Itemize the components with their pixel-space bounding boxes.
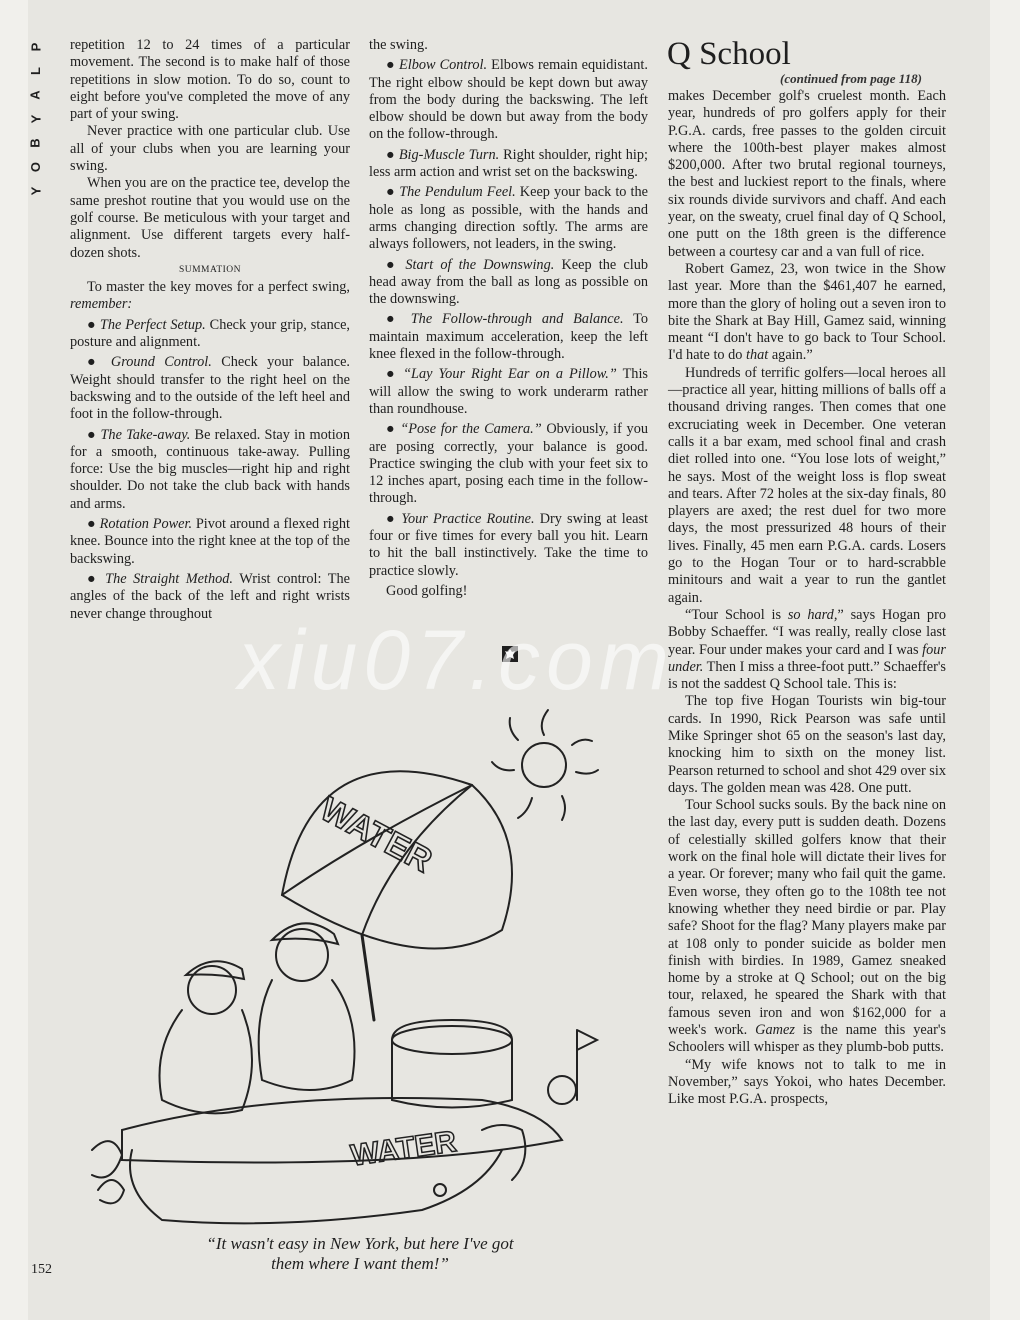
continued-note: (continued from page 118) [780,71,922,86]
bullet-item: ● The Perfect Setup. Check your grip, stance, posture and alignment. [70,316,350,351]
paragraph: To master the key moves for a perfect swing, remember: [70,279,350,313]
paragraph: Tour School sucks souls. By the back nine on the last day, every putt is sudden death. Dozens of celestially skilled golfers know that their work on the final hole will dictate their lives for a year. Or forever; many who fail quit the game. Even worse, they often go to the 108th tee not knowing whether they need birdie or par. Play safe? Shoot for the flag? Many players make par at 108 only to ponder suicide as bolder men finish with birdies. In 1989, Gamez sneaked home by a stroke at Q School; out on the big tour, relaxed, he speared the Shark with that famous seven iron and won $162,000 for a week's work. Gamez is the name this year's Schoolers will whisper as they plumb-bob putts. [668,797,946,1056]
text-column-1 [70,37,350,623]
cartoon-caption: “It wasn't easy in New York, but here I've got them where I want them!” [206,1234,514,1273]
bullet-item: ● Elbow Control. Elbows remain equidistant. The right elbow should be kept down but away from the body during the backswing. The left elbow should be down but away from the body on the follow-through. [369,57,648,143]
cart-label: WATER [348,1125,459,1173]
paragraph: the swing. [369,37,428,53]
bullet-item: ● The Pendulum Feel. Keep your back to the hole as long as possible, with the hands and arms changing direction softly. The arms are always followers, not leaders, in the swing. [369,184,648,253]
bullet-item: ● Your Practice Routine. Dry swing at least four or five times for every ball you hit. Learn to hit the ball instinctively. Take the time to practice slowly. [369,510,648,579]
running-head-logo: P L A Y B O Y [28,42,44,196]
golf-cart-icon [122,1098,562,1163]
bullet-item: ● “Pose for the Camera.” Obviously, if you are posing correctly, your balance is good. Practice swinging the club with your feet six to 12 inches apart, posing each time in the follow-through. [369,421,648,507]
paragraph: makes December golf's cruelest month. Each year, hundreds of pro golfers apply for their P.G.A. cards, free passes to the golden circuit where the 100th-best player makes almost $200,000. After two brutal regional tourneys, the best and luckiest report to the finals, where six rounds divide survivors and chaff. And each year, on the sweaty, cruel final day of Q School, one putt on the 18th green is the difference between a courtesy car and a van full of rice. [668,88,946,260]
golfer-head [276,929,328,981]
page-number: 152 [31,1262,52,1277]
bullet-item: ● Big-Muscle Turn. Right shoulder, right hip; less arm action and wrist set on the backswing. [369,146,648,181]
umbrella-label: WATER [314,790,439,881]
article-title: Q School [667,36,791,72]
text-column-3 [668,88,946,1109]
scan-margin-left [0,0,28,1320]
bullet-item: ● Ground Control. Check your balance. Weight should transfer to the right heel on the backswing and to the outside of the left heel and foot in the follow-through. [70,354,350,423]
bullet-item: ● The Take-away. Be relaxed. Stay in motion for a smooth, continuous take-away. Pulling force: Use the big muscles—right hip and right shoulder. Do not take the club back with hands and arms. [70,426,350,512]
sun-icon [522,743,566,787]
paragraph: Hundreds of terrific golfers—local heroes all—practice all year, hitting millions of balls off a thousand driving ranges. Then comes that one excruciating week in December. One veteran calls it a bar exam, med school final and crash diet rolled into one. “You lose lots of weight,” he says. Most of the weight loss is flop sweat and tears. After 72 holes at the six-day finals, 80 players are axed; the rest duel for two more days, the most pressurized 48 hours of their lives. Finally, 45 men earn P.G.A. cards. Losers go to the Hogan Tour or to hard-scrabble minitours and wait a year to run the gantlet again. [668,364,946,606]
paragraph: Robert Gamez, 23, won twice in the Show last year. More than the $461,407 he earned, more than the glory of holing out a seven iron to bite the Shark at Bay Hill, Gamez said, winning meant “I don't have to go back to Tour School. I'd hate to do that again.” [668,260,946,364]
paragraph: repetition 12 to 24 times of a particular movement. The second is to make half of those repetitions in slow motion. To do so, count to eight before you've completed the move of any part of your swing. [70,37,350,123]
water-cooler-icon [392,1020,512,1108]
bullet-item: ● The Follow-through and Balance. To maintain maximum acceleration, keep the left knee flexed in the follow-through. [369,311,648,363]
watermark: xiu07.com [238,613,675,707]
paragraph: When you are on the practice tee, develop the same preshot routine that you would use on the golf course. Be meticulous with your target and alignment. Use different targets every half-dozen shots. [70,175,350,261]
bullet-item: ● Rotation Power. Pivot around a flexed right knee. Bounce into the right knee at the top of the backswing. [70,516,350,567]
paragraph: “My wife knows not to talk to me in November,” says Yokoi, who hates December. Like most P.G.A. prospects, [668,1056,946,1108]
end-mark-icon [502,646,518,662]
paragraph: The top five Hogan Tourists win big-tour cards. In 1990, Rick Pearson was safe until Mike Springer shot 65 on the season's last day, knocking him to sixth on the money list. Pearson returned to school and shot 429 over six days. The golden mean was 428. One putt. [668,693,946,796]
bullet-item: ● Start of the Downswing. Keep the club head away from the ball as long as possible on the downswing. [369,256,648,308]
bullet-item: ● The Straight Method. Wrist control: The angles of the back of the left and right wrists never change throughout [70,570,351,622]
section-subhead: SUMMATION [178,264,242,275]
bullet-item: ● “Lay Your Right Ear on a Pillow.” This will allow the swing to work underarm rather than roundhouse. [369,366,648,417]
closing-line: Good golfing! [386,582,468,599]
scan-margin-right [990,0,1020,1320]
paragraph: “Tour School is so hard,” says Hogan pro Bobby Schaeffer. “I was really, really close last year. Four under makes your card and I was four under. Then I miss a three-foot putt.” Schaeffer's is not the saddest Q School tale. This is: [668,606,946,693]
text-column-2 [369,37,648,600]
paragraph: Never practice with one particular club. Use all of your clubs when you are learning your swing. [70,123,350,175]
cartoon-illustration [62,690,630,1230]
